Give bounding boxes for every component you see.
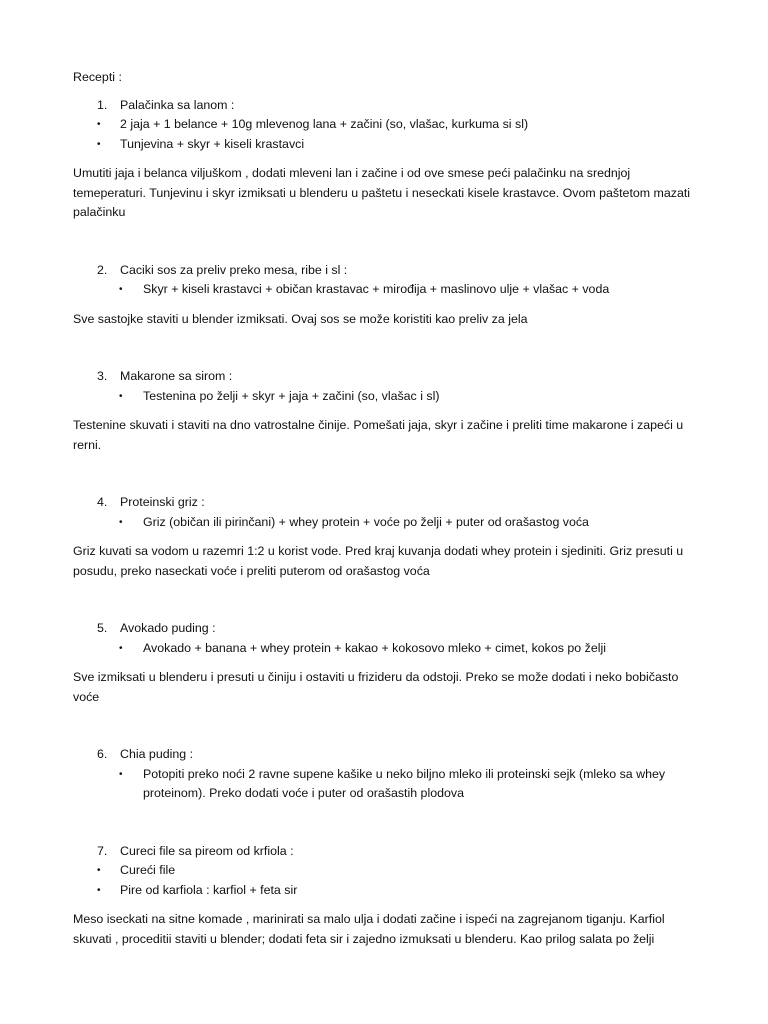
ingredient-list — [73, 861, 693, 900]
ingredient-item — [73, 765, 693, 804]
ingredient-text: Cureći file — [120, 863, 176, 877]
recipe-3 — [73, 367, 693, 455]
bullet-icon: • — [119, 516, 123, 528]
recipe-number: 1. — [97, 97, 108, 112]
bullet-icon: • — [119, 284, 123, 295]
ingredient-text: Griz (običan ili pirinčani) + whey protein + voće po želji + puter od orašastog voća — [143, 514, 589, 529]
recipe-title: Chia puding : — [120, 747, 194, 761]
bullet-icon: • — [119, 642, 123, 654]
ingredient-text: Avokado + banana + whey protein + kakao + kokosovo mleko + cimet, kokos po želji — [143, 640, 606, 655]
ingredient-text: Tunjevina + skyr + kiseli krastavci — [120, 136, 305, 151]
document-title: Recepti : — [73, 70, 122, 84]
recipe-heading — [97, 367, 693, 387]
ingredient-text: 2 jaja + 1 belance + 10g mlevenog lana + začini (so, vlašac, kurkuma si sl) — [120, 117, 529, 131]
recipe-7 — [73, 842, 693, 950]
recipe-number: 7. — [97, 843, 108, 858]
ingredient-text: Testenina po želji + skyr + jaja + začini (so, vlašac i sl) — [143, 388, 440, 403]
recipe-instructions: Meso iseckati na sitne komade , marinirati sa malo ulja i dodati začine i ispeći na zagrejanom tiganju. Karfiol skuvati , proceditii staviti u blender; dodati feta sir i zajedno izmuksati u blenderu. Kao prilog salata po želji — [73, 912, 665, 946]
recipe-number: 5. — [97, 621, 108, 635]
bullet-icon: • — [97, 884, 101, 896]
bullet-icon: • — [119, 390, 123, 402]
recipe-instructions: Griz kuvati sa vodom u razemri 1:2 u korist vode. Pred kraj kuvanja dodati whey protein i sjediniti. Griz presuti u posudu, preko naseckati voće i preliti puterom od orašastog voća — [73, 544, 684, 578]
recipe-heading — [97, 261, 693, 281]
recipe-1 — [73, 96, 693, 223]
recipe-instructions: Sve izmiksati u blenderu i presuti u činiju i ostaviti u frizideru da odstoji. Preko se može dodati i neko bobičasto voće — [73, 670, 679, 704]
recipe-6 — [73, 745, 693, 804]
recipe-number: 3. — [97, 369, 108, 383]
recipe-heading — [97, 493, 693, 513]
ingredient-list — [73, 513, 693, 533]
ingredient-item — [73, 639, 693, 659]
ingredient-item — [73, 387, 693, 407]
bullet-icon: • — [97, 119, 101, 130]
recipe-title: Proteinski griz : — [120, 495, 205, 509]
bullet-icon: • — [97, 138, 101, 150]
recipe-number: 2. — [97, 262, 108, 277]
recipe-heading — [97, 96, 693, 116]
recipe-5 — [73, 619, 693, 707]
ingredient-item — [73, 881, 693, 901]
recipe-title: Caciki sos za preliv preko mesa, ribe i sl : — [120, 262, 348, 277]
recipe-4 — [73, 493, 693, 581]
ingredient-list — [73, 280, 693, 300]
ingredient-text: Potopiti preko noći 2 ravne supene kašike u neko biljno mleko ili proteinski sejk (mleko sa whey proteinom). Preko dodati voće i puter od orašastih plodova — [143, 766, 666, 800]
bullet-icon: • — [97, 865, 101, 876]
ingredient-text: Pire od karfiola : karfiol + feta sir — [120, 882, 298, 897]
ingredient-list — [73, 639, 693, 659]
ingredient-list — [73, 387, 693, 407]
recipe-title: Makarone sa sirom : — [120, 369, 233, 383]
recipe-heading — [97, 619, 693, 639]
recipe-title: Avokado puding : — [120, 621, 216, 635]
recipe-instructions: Testenine skuvati i staviti na dno vatrostalne činije. Pomešati jaja, skyr i začine i preliti time makarone i zapeći u rerni. — [73, 418, 684, 452]
recipe-number: 4. — [97, 495, 108, 509]
ingredient-list — [73, 765, 693, 804]
bullet-icon: • — [119, 768, 123, 780]
ingredient-item — [73, 861, 693, 881]
recipe-heading — [97, 842, 693, 862]
ingredient-item — [73, 135, 693, 155]
recipe-heading — [97, 745, 693, 765]
ingredient-item — [73, 513, 693, 533]
ingredient-item — [73, 280, 693, 300]
ingredient-item — [73, 115, 693, 135]
document-page — [73, 68, 693, 949]
ingredient-list — [73, 115, 693, 154]
recipe-number: 6. — [97, 747, 108, 761]
recipe-instructions: Umutiti jaja i belanca viljuškom , dodati mleveni lan i začine i od ove smese peći palačinku na srednjoj temeperaturi. Tunjevinu i skyr izmiksati u blenderu u paštetu i neseckati kisele krastavce. Ovom paštetom mazati palačinku — [73, 166, 691, 219]
ingredient-text: Skyr + kiseli krastavci + običan krastavac + mirođija + maslinovo ulje + vlašac + voda — [143, 282, 610, 296]
recipe-title: Cureci file sa pireom od krfiola : — [120, 843, 294, 858]
recipe-instructions: Sve sastojke staviti u blender izmiksati. Ovaj sos se može koristiti kao preliv za jela — [73, 311, 528, 326]
recipe-2 — [73, 261, 693, 330]
recipe-title: Palačinka sa lanom : — [120, 97, 235, 112]
